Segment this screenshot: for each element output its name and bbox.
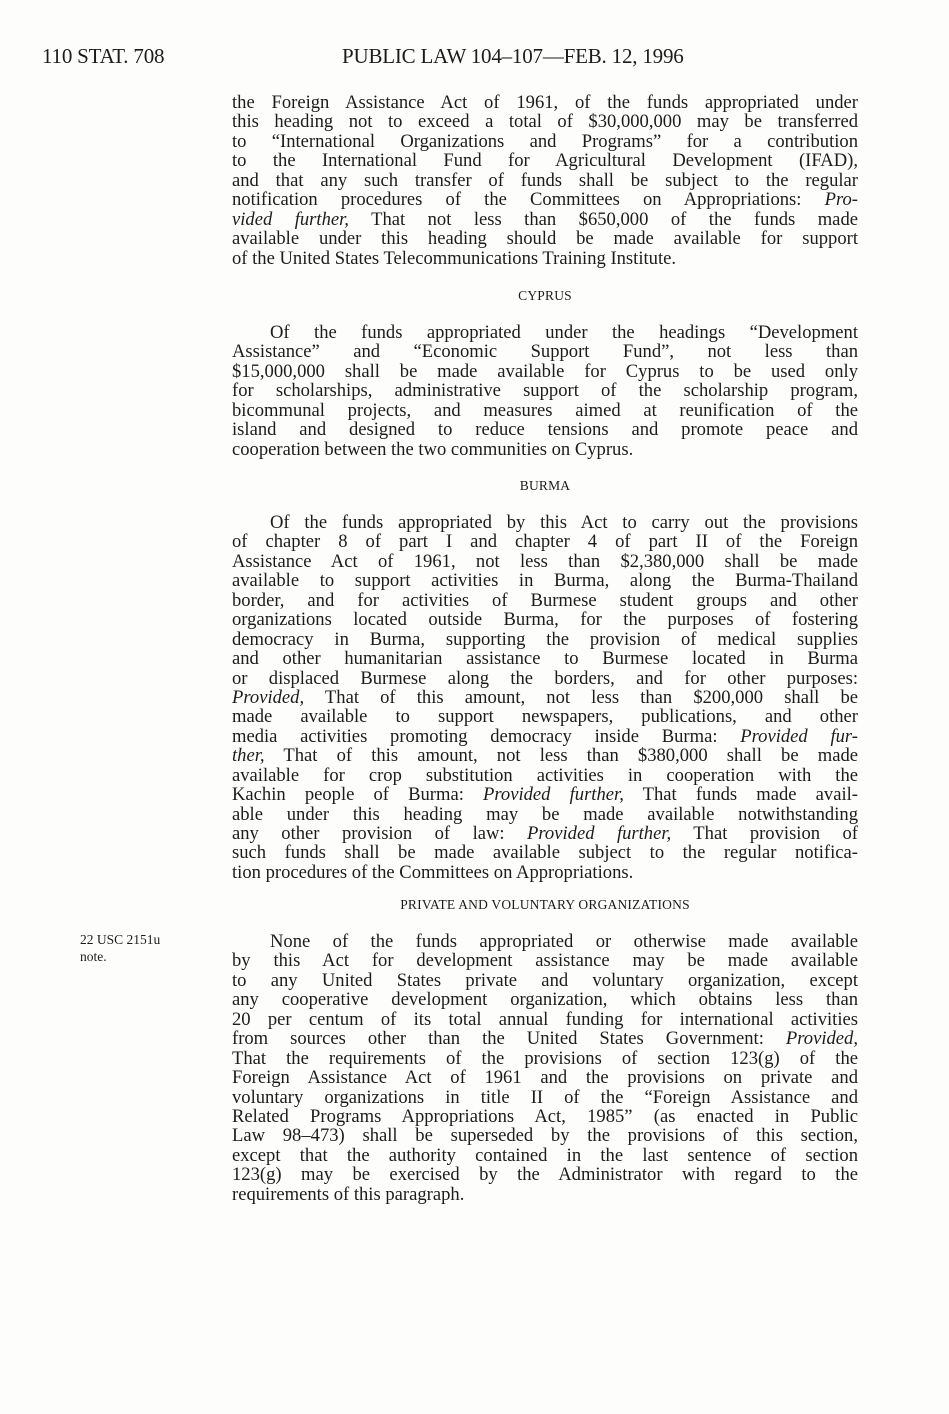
- text-segment: to any United States private and voluntary organization, except: [232, 969, 858, 991]
- text-line: [232, 420, 858, 439]
- paragraph: [232, 323, 858, 459]
- section-heading: CYPRUS: [518, 288, 572, 303]
- text-segment: border, and for activities of Burmese student groups and other: [232, 589, 858, 611]
- text-segment: able under this heading may be made available notwithstanding: [232, 803, 858, 825]
- text-line: [232, 688, 858, 707]
- margin-note-citation: 22 USC 2151u: [80, 932, 161, 947]
- text-segment: requirements of this paragraph.: [232, 1183, 465, 1205]
- text-segment: and other humanitarian assistance to Burmese located in Burma: [232, 648, 858, 670]
- text-segment: None of the funds appropriated or otherwise made available: [270, 931, 858, 952]
- text-line: [232, 401, 858, 420]
- margin-note: [80, 931, 160, 965]
- text-line: [232, 210, 858, 229]
- text-line: [232, 951, 858, 970]
- text-line: [232, 1049, 858, 1068]
- text-segment: $15,000,000 shall be made available for Cyprus to be used only: [232, 360, 858, 382]
- text-segment: cooperation between the two communities on Cyprus.: [232, 438, 634, 460]
- text-segment: That the requirements of the provisions of section 123(g) of the: [232, 1047, 858, 1069]
- italic-text: Provided further,: [483, 784, 624, 806]
- text-line: [232, 1126, 858, 1145]
- text-line: [232, 1107, 858, 1126]
- text-line: [232, 707, 858, 726]
- text-line: [232, 746, 858, 765]
- text-segment: Related Programs Appropriations Act, 1985” (as enacted in Public: [232, 1105, 858, 1127]
- italic-text: Provided,: [232, 686, 305, 708]
- text-segment: That not less than $650,000 of the funds made: [348, 208, 858, 230]
- text-segment: available under this heading should be made available for support: [232, 228, 858, 250]
- text-segment: made available to support newspapers, publications, and other: [232, 706, 858, 728]
- text-segment: Assistance” and “Economic Support Fund”, not less than: [232, 341, 858, 363]
- text-segment: except that the authority contained in the last sentence of section: [232, 1144, 858, 1166]
- text-line: [232, 1088, 858, 1107]
- text-line: [232, 727, 858, 746]
- text-line: [232, 532, 858, 551]
- italic-text: Provided further,: [527, 823, 672, 844]
- text-segment: That funds made avail-: [623, 784, 858, 806]
- text-segment: That provision of: [671, 823, 858, 844]
- text-line: [232, 610, 858, 629]
- text-segment: 123(g) may be exercised by the Administrator with regard to the: [232, 1164, 858, 1186]
- text-line: [232, 1068, 858, 1087]
- text-line: [232, 229, 858, 248]
- text-segment: Of the funds appropriated by this Act to carry out the provisions: [270, 512, 858, 533]
- text-line: [232, 132, 858, 151]
- section-heading: BURMA: [519, 478, 571, 493]
- italic-text: Provided,: [785, 1028, 858, 1050]
- text-line: [232, 112, 858, 131]
- running-header: PUBLIC LAW 104–107—FEB. 12, 1996: [342, 44, 684, 68]
- text-line: [232, 785, 858, 804]
- text-line: [232, 381, 858, 400]
- italic-text: ther,: [232, 745, 265, 767]
- text-line: [232, 843, 858, 862]
- text-segment: media activities promoting democracy inside Burma:: [232, 725, 741, 747]
- text-segment: such funds shall be made available subject to the regular notifica-: [232, 842, 858, 864]
- text-line: [232, 552, 858, 571]
- page-stat-number: 110 STAT. 708: [42, 44, 165, 68]
- text-segment: of the United States Telecommunications Training Institute.: [232, 247, 677, 269]
- italic-text: Provided fur-: [740, 725, 858, 747]
- text-segment: Kachin people of Burma:: [232, 784, 484, 806]
- italic-text: Pro-: [824, 189, 858, 211]
- text-segment: available for crop substitution activities in cooperation with the: [232, 764, 858, 786]
- text-line: [232, 190, 858, 209]
- text-segment: available to support activities in Burma, along the Burma-Thailand: [232, 570, 858, 592]
- text-line: [232, 669, 858, 688]
- text-segment: notification procedures of the Committees on Appropriations:: [232, 189, 825, 211]
- text-segment: Law 98–473) shall be superseded by the provisions of this section,: [232, 1125, 858, 1147]
- text-segment: the Foreign Assistance Act of 1961, of the funds appropriated under: [232, 92, 858, 113]
- text-line: [232, 93, 858, 112]
- paragraph: [232, 932, 858, 1204]
- text-segment: any other provision of law:: [232, 823, 528, 844]
- text-line: [232, 323, 858, 342]
- text-line: [232, 971, 858, 990]
- italic-text: vided further,: [232, 208, 349, 230]
- text-line: [232, 1029, 858, 1048]
- text-line: [232, 805, 858, 824]
- text-segment: Foreign Assistance Act of 1961 and the provisions on private and: [232, 1067, 858, 1089]
- text-segment: of chapter 8 of part I and chapter 4 of part II of the Foreign: [232, 531, 858, 553]
- text-segment: Of the funds appropriated under the headings “Development: [270, 322, 858, 343]
- paragraph: [232, 513, 858, 882]
- text-segment: tion procedures of the Committees on Appropriations.: [232, 861, 634, 883]
- text-segment: this heading not to exceed a total of $30,000,000 may be transferred: [232, 111, 858, 133]
- text-segment: any cooperative development organization, which obtains less than: [232, 989, 858, 1011]
- text-segment: 20 per centum of its total annual funding for international activities: [232, 1008, 858, 1030]
- text-line: [232, 1185, 858, 1204]
- text-line: [232, 824, 858, 843]
- text-line: [232, 513, 858, 532]
- text-line: [232, 249, 858, 268]
- text-segment: That of this amount, not less than $380,000 shall be made: [264, 745, 858, 767]
- text-line: [232, 1146, 858, 1165]
- text-line: [232, 932, 858, 951]
- text-line: [232, 990, 858, 1009]
- text-line: [232, 863, 858, 882]
- text-line: [232, 591, 858, 610]
- text-segment: That of this amount, not less than $200,000 shall be: [304, 686, 858, 708]
- text-line: [232, 766, 858, 785]
- text-segment: from sources other than the United States Government:: [232, 1028, 786, 1050]
- text-line: [232, 649, 858, 668]
- text-line: [232, 571, 858, 590]
- text-line: [232, 1165, 858, 1184]
- text-segment: to “International Organizations and Programs” for a contribution: [232, 130, 858, 152]
- text-segment: and that any such transfer of funds shall be subject to the regular: [232, 169, 858, 191]
- text-segment: democracy in Burma, supporting the provision of medical supplies: [232, 628, 858, 650]
- text-line: [232, 630, 858, 649]
- paragraph: [232, 93, 858, 268]
- text-line: [232, 440, 858, 459]
- text-line: [232, 171, 858, 190]
- text-segment: Assistance Act of 1961, not less than $2,380,000 shall be made: [232, 550, 858, 572]
- text-segment: organizations located outside Burma, for the purposes of fostering: [232, 609, 858, 631]
- text-segment: voluntary organizations in title II of the “Foreign Assistance and: [232, 1086, 858, 1108]
- text-segment: bicommunal projects, and measures aimed at reunification of the: [232, 399, 858, 421]
- text-line: [232, 342, 858, 361]
- section-heading: PRIVATE AND VOLUNTARY ORGANIZATIONS: [400, 897, 690, 912]
- text-segment: by this Act for development assistance may be made available: [232, 950, 858, 972]
- text-segment: island and designed to reduce tensions and promote peace and: [232, 419, 858, 441]
- margin-note-label: note.: [80, 949, 107, 964]
- text-line: [232, 1010, 858, 1029]
- text-segment: or displaced Burmese along the borders, and for other purposes:: [232, 667, 858, 689]
- text-line: [232, 151, 858, 170]
- text-segment: for scholarships, administrative support of the scholarship program,: [232, 380, 858, 402]
- text-line: [232, 362, 858, 381]
- text-segment: to the International Fund for Agricultural Development (IFAD),: [232, 150, 858, 172]
